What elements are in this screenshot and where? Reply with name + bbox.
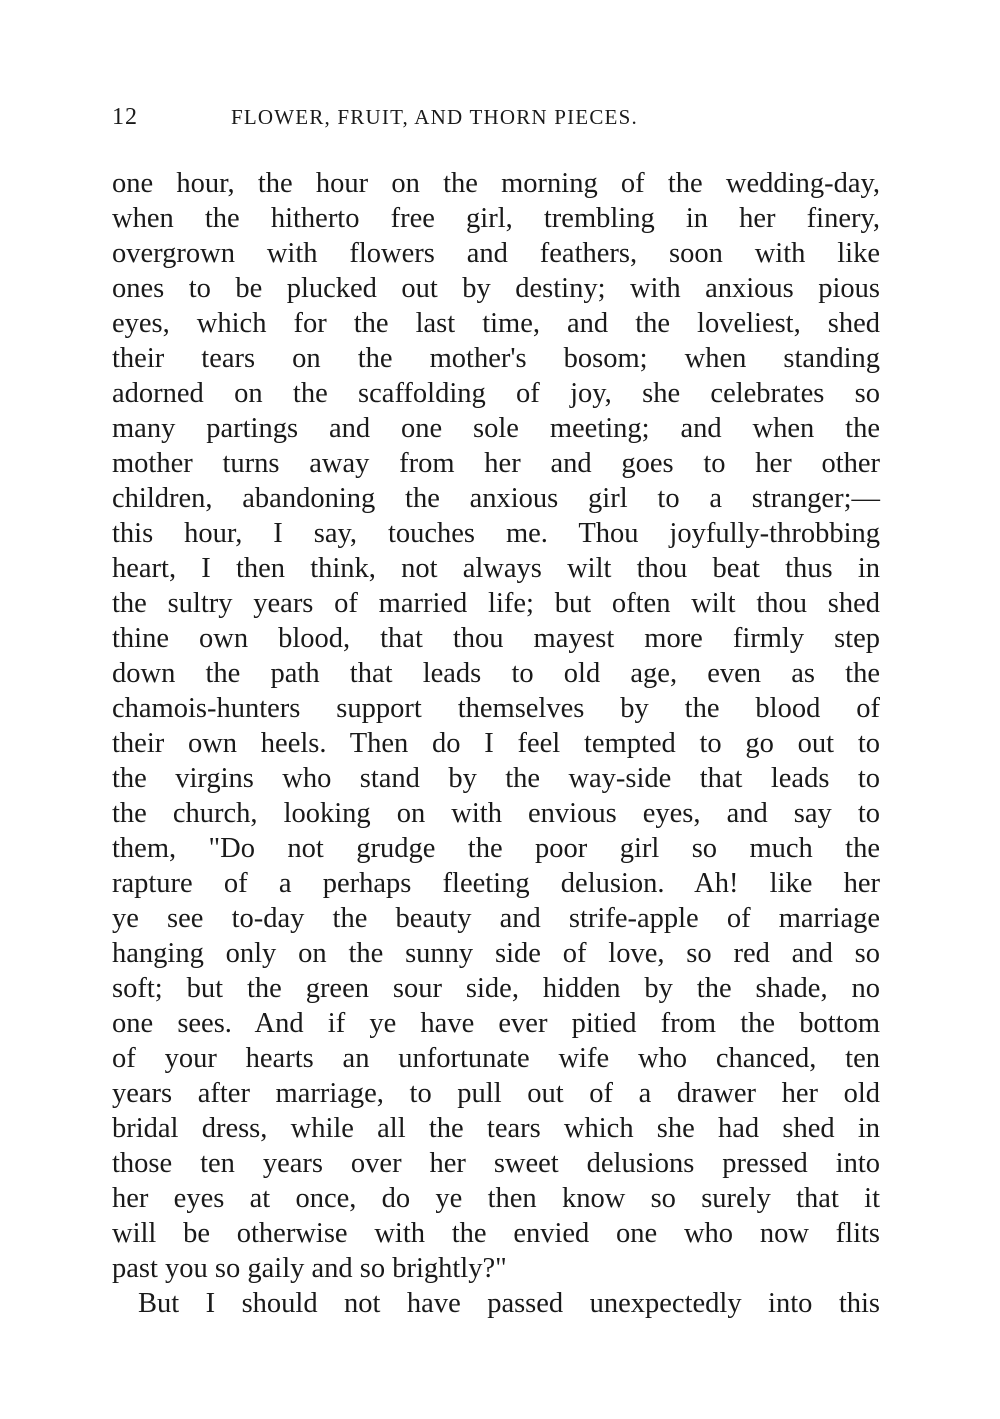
text-line: heart, I then think, not always wilt thou beat thus in — [112, 553, 880, 584]
text-line: overgrown with flowers and feathers, soon with like — [112, 238, 880, 269]
text-line: adorned on the scaffolding of joy, she celebrates so — [112, 378, 880, 409]
text-line: their tears on the mother's bosom; when standing — [112, 343, 880, 374]
text-line: years after marriage, to pull out of a drawer her old — [112, 1078, 880, 1109]
text-line: mother turns away from her and goes to her other — [112, 448, 880, 479]
text-line: down the path that leads to old age, even as the — [112, 658, 880, 689]
running-title: FLOWER, FRUIT, AND THORN PIECES. — [231, 105, 638, 129]
text-line: one hour, the hour on the morning of the wedding-day, — [112, 168, 880, 199]
text-line: many partings and one sole meeting; and when the — [112, 413, 880, 444]
text-line: eyes, which for the last time, and the loveliest, shed — [112, 308, 880, 339]
text-line: soft; but the green sour side, hidden by the shade, no — [112, 973, 880, 1004]
text-line: one sees. And if ye have ever pitied from the bottom — [112, 1008, 880, 1039]
text-line: when the hitherto free girl, trembling in her finery, — [112, 203, 880, 234]
text-line: this hour, I say, touches me. Thou joyfully-throbbing — [112, 518, 880, 549]
text-line: bridal dress, while all the tears which she had shed in — [112, 1113, 880, 1144]
text-line: ones to be plucked out by destiny; with anxious pious — [112, 273, 880, 304]
text-line: those ten years over her sweet delusions pressed into — [112, 1148, 880, 1179]
text-line: of your hearts an unfortunate wife who chanced, ten — [112, 1043, 880, 1074]
text-line: them, "Do not grudge the poor girl so much the — [112, 833, 880, 864]
text-line: children, abandoning the anxious girl to a stranger;— — [112, 483, 880, 514]
page-number: 12 — [112, 104, 138, 130]
text-line: rapture of a perhaps fleeting delusion. Ah! like her — [112, 868, 880, 899]
text-line: the church, looking on with envious eyes, and say to — [112, 798, 880, 829]
text-line: But I should not have passed unexpectedly into this — [138, 1288, 880, 1319]
text-line: their own heels. Then do I feel tempted to go out to — [112, 728, 880, 759]
text-line: thine own blood, that thou mayest more firmly step — [112, 623, 880, 654]
running-head — [112, 100, 882, 134]
text-line: her eyes at once, do ye then know so surely that it — [112, 1183, 880, 1214]
text-line: chamois-hunters support themselves by the blood of — [112, 693, 880, 724]
text-line: will be otherwise with the envied one who now flits — [112, 1218, 880, 1249]
text-line: past you so gaily and so brightly?" — [112, 1253, 507, 1284]
text-line: the virgins who stand by the way-side that leads to — [112, 763, 880, 794]
body-text — [112, 166, 880, 1321]
text-line: the sultry years of married life; but often wilt thou shed — [112, 588, 880, 619]
text-line: ye see to-day the beauty and strife-apple of marriage — [112, 903, 880, 934]
text-line: hanging only on the sunny side of love, so red and so — [112, 938, 880, 969]
